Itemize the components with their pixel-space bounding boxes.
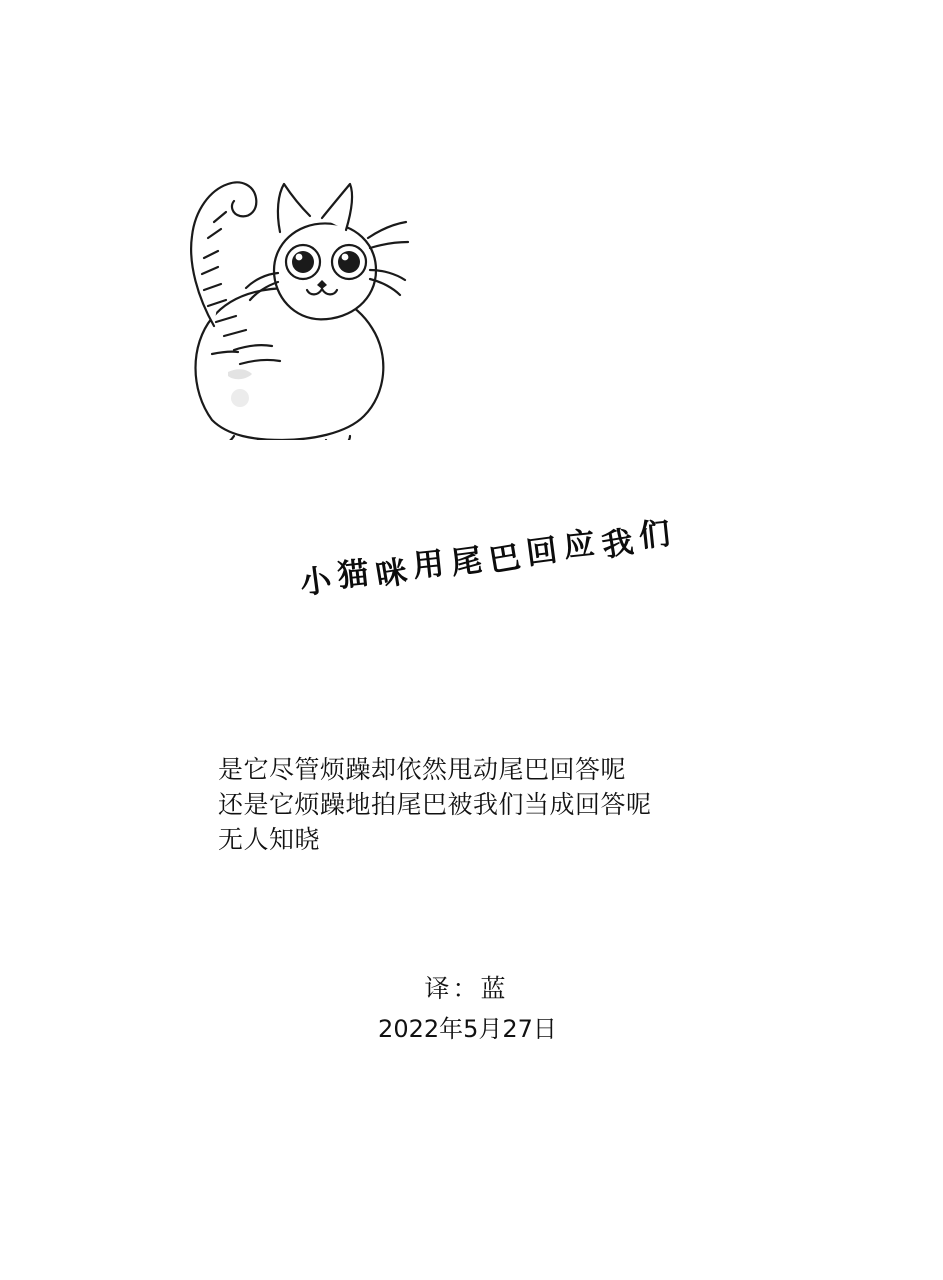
credit-block xyxy=(0,972,943,1046)
title-char: 用 xyxy=(411,544,453,585)
page-title xyxy=(297,509,680,603)
title-char: 小 xyxy=(298,561,341,602)
title-char: 们 xyxy=(637,514,679,555)
title-char: 我 xyxy=(599,522,643,565)
poem-line: 无人知晓 xyxy=(218,825,321,854)
poem-body xyxy=(218,752,818,857)
title-area xyxy=(0,514,943,650)
poem-line: 是它尽管烦躁却依然甩动尾巴回答呢 xyxy=(218,755,627,784)
title-char: 应 xyxy=(561,524,604,565)
title-char: 猫 xyxy=(335,554,378,595)
translator-credit: 译：蓝 xyxy=(424,974,509,1003)
title-char: 回 xyxy=(524,531,567,573)
poem-line: 还是它烦躁地拍尾巴被我们当成回答呢 xyxy=(218,790,652,819)
cat-illustration xyxy=(150,140,470,440)
title-char: 咪 xyxy=(373,552,417,595)
title-char: 尾 xyxy=(448,541,492,582)
credit-date: 2022年5月27日 xyxy=(378,1015,557,1043)
title-char: 巴 xyxy=(486,537,530,580)
cat-drawing-svg xyxy=(150,140,470,440)
